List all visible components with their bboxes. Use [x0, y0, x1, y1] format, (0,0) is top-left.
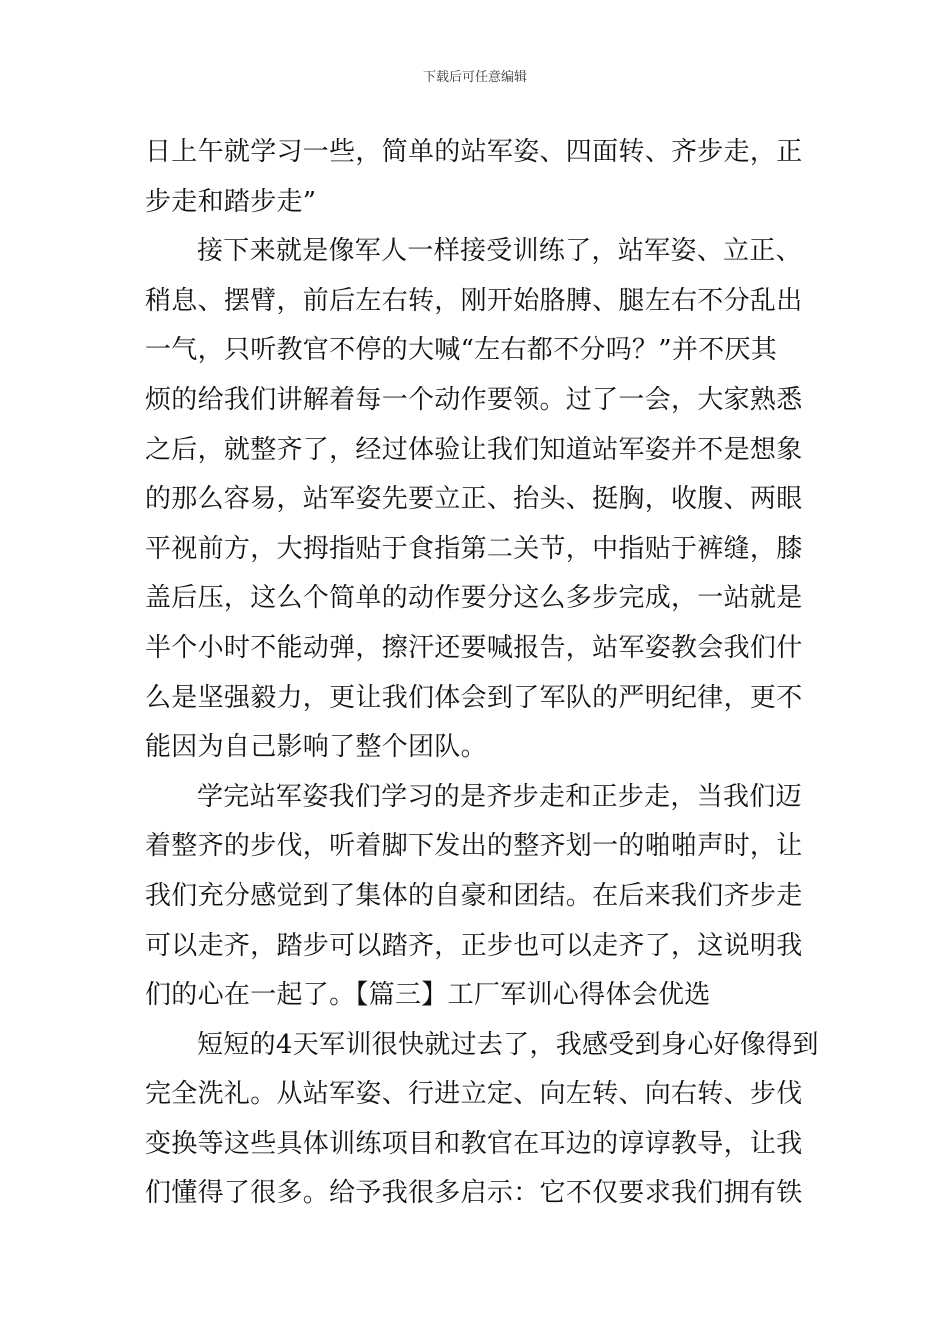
text-line: 么是坚强毅力，更让我们体会到了军队的严明纪律，更不	[145, 682, 803, 713]
text-line: 稍息、摆臂，前后左右转，刚开始胳膊、腿左右不分乱出	[145, 285, 803, 316]
text-line: 完全洗礼。从站军姿、行进立定、向左转、向右转、步伐	[145, 1079, 803, 1110]
text-line: 日上午就学习一些，简单的站军姿、四面转、齐步走，正	[145, 137, 803, 167]
text-line: 能因为自己影响了整个团队。	[145, 732, 487, 763]
text-line: 们懂得了很多。给予我很多启示：它不仅要求我们拥有铁	[145, 1178, 803, 1209]
document-body	[145, 128, 819, 1219]
text-line: 着整齐的步伐，听着脚下发出的整齐划一的啪啪声时，让	[145, 831, 803, 862]
text-line: 平视前方，大拇指贴于食指第二关节，中指贴于裤缝，膝	[145, 533, 803, 564]
text-line: 烦的给我们讲解着每一个动作要领。过了一会，大家熟悉	[145, 384, 803, 415]
text-line: 我们充分感觉到了集体的自豪和团结。在后来我们齐步走	[145, 880, 803, 911]
text-line: 之后，就整齐了，经过体验让我们知道站军姿并不是想象	[145, 434, 803, 465]
text-line: 可以走齐，踏步可以踏齐，正步也可以走齐了，这说明我	[145, 930, 803, 961]
page-header: 下载后可任意编辑	[422, 70, 527, 85]
paragraph-start-line: 学完站军姿我们学习的是齐步走和正步走，当我们迈	[197, 781, 802, 812]
text-line: 一气，只听教官不停的大喊“左右都不分吗？”并不厌其	[145, 335, 778, 366]
text-line: 变换等这些具体训练项目和教官在耳边的谆谆教导，让我	[145, 1128, 803, 1159]
text-line: 半个小时不能动弹，擦汗还要喊报告，站军姿教会我们什	[145, 632, 803, 663]
text-line: 们的心在一起了。【篇三】工厂军训心得体会优选	[145, 980, 711, 1011]
text-line: 盖后压，这么个简单的动作要分这么多步完成，一站就是	[145, 583, 803, 614]
paragraph-start-line: 短短的4天军训很快就过去了，我感受到身心好像得到	[197, 1029, 819, 1060]
text-line: 步走和踏步走”	[145, 186, 317, 217]
paragraph-start-line: 接下来就是像军人一样接受训练了，站军姿、立正、	[197, 236, 802, 267]
text-line: 的那么容易，站军姿先要立正、抬头、挺胸，收腹、两眼	[145, 484, 803, 515]
